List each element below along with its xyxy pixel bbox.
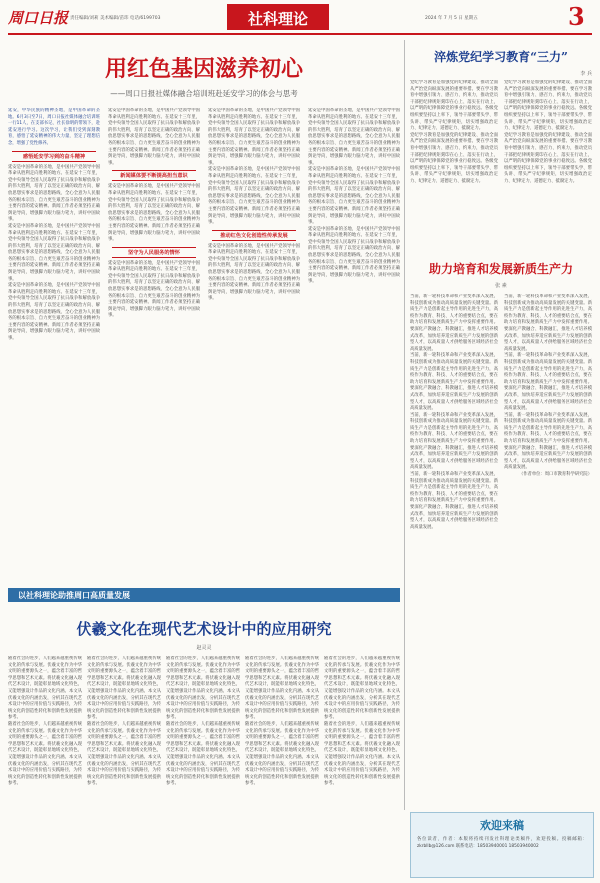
lead-article: [8, 40, 400, 540]
party-discipline-col-2: 党纪学习教育是加强党的纪律建设、推动全面从严治党向纵深发展的重要举措。要在学习教育中增强引领力、感召力、约束力，推动党员干部把纪律规矩刻印在心上、落实在行动上，以严明的纪律保障党的事业行稳致远。各级党组织要坚持以上率下，领导干部要带头学、带头讲、带头严守纪律规矩，切实增强政治定力、纪律定力、道德定力、抵腐定力。 党纪学习教育是加强党的纪律建设、推动全面从严治党向纵深发展的重要举措。要在学习教育中增强引领力、感召力、约束力，推动党员干部把纪律规矩刻印在心上、落实在行动上，以严明的纪律保障党的事业行稳致远。各级党组织要坚持以上率下，领导干部要带头学、带头讲、带头严守纪律规矩，切实增强政治定力、纪律定力、道德定力、抵腐定力。: [504, 80, 592, 184]
lead-body-4b: 延安是中国革命的圣地，是中国共产党领导中国革命从胜利走向胜利的地方。在延安十三年里，党中央领导全国人民取得了抗日战争和解放战争的伟大胜利，培育了以坚定正确的政治方向、解放思想实事求是的思想路线、全心全意为人民服务的根本宗旨、自力更生艰苦奋斗的创业精神为主要内容的延安精神。新闻工作者必须坚持正确舆论导向，增强脚力眼力脑力笔力，讲好中国故事。: [308, 167, 400, 226]
welcome-box: [410, 812, 594, 878]
lead-body-4c: 延安是中国革命的圣地，是中国共产党领导中国革命从胜利走向胜利的地方。在延安十三年里，党中央领导全国人民取得了抗日战争和解放战争的伟大胜利，培育了以坚定正确的政治方向、解放思想实事求是的思想路线、全心全意为人民服务的根本宗旨、自力更生艰苦奋斗的创业精神为主要内容的延安精神。新闻工作者必须坚持正确舆论导向，增强脚力眼力脑力笔力，讲好中国故事。: [308, 226, 400, 285]
lead-intro: 延安，中华民族的精神圣地，是中国革命的圣地。6月3日至7日，周口日报社媒体融合培训班一行11人，在支部书记、社长徐明的带领下，赴延安进行学习。这次学习，让我们受到深刻教育，感悟了延安精神的伟大力量，坚定了理想信念，增强了党性修养。: [8, 108, 100, 146]
masthead: [0, 0, 600, 38]
fuxi-col-1: 随着社会的进步，人们越来越重视传统文化的传承与发展。伏羲文化作为中华文明的重要源头之一，蕴含着丰富的哲学思想和艺术元素。将伏羲文化融入现代艺术设计，既能彰显地域文化特色，又能增强设计作品的文化内涵。本文从伏羲文化的内涵出发，分析其在现代艺术设计中的应用价值与实践路径，为传统文化的创造性转化和创新性发展提供参考。 随着社会的进步，人们越来越重视传统文化的传承与发展。伏羲文化作为中华文明的重要源头之一，蕴含着丰富的哲学思想和艺术元素。将伏羲文化融入现代艺术设计，既能彰显地域文化特色，又能增强设计作品的文化内涵。本文从伏羲文化的内涵出发，分析其在现代艺术设计中的应用价值与实践路径，为传统文化的创造性转化和创新性发展提供参考。: [8, 656, 82, 787]
lead-title: 用红色基因滋养初心: [104, 56, 303, 82]
fuxi-col-5: 随着社会的进步，人们越来越重视传统文化的传承与发展。伏羲文化作为中华文明的重要源头之一，蕴含着丰富的哲学思想和艺术元素。将伏羲文化融入现代艺术设计，既能彰显地域文化特色，又能增强设计作品的文化内涵。本文从伏羲文化的内涵出发，分析其在现代艺术设计中的应用价值与实践路径，为传统文化的创造性转化和创新性发展提供参考。 随着社会的进步，人们越来越重视传统文化的传承与发展。伏羲文化作为中华文明的重要源头之一，蕴含着丰富的哲学思想和艺术元素。将伏羲文化融入现代艺术设计，既能彰显地域文化特色，又能增强设计作品的文化内涵。本文从伏羲文化的内涵出发，分析其在现代艺术设计中的应用价值与实践路径，为传统文化的创造性转化和创新性发展提供参考。: [324, 656, 400, 787]
column-divider: [404, 40, 405, 810]
party-discipline-author: 李 兵: [580, 71, 592, 77]
lead-column-3: [208, 108, 300, 538]
section-tab: [227, 4, 329, 30]
fuxi-title: 伏羲文化在现代艺术设计中的应用研究: [76, 620, 332, 638]
party-discipline-col-1: 党纪学习教育是加强党的纪律建设、推动全面从严治党向纵深发展的重要举措。要在学习教育中增强引领力、感召力、约束力，推动党员干部把纪律规矩刻印在心上、落实在行动上，以严明的纪律保障党的事业行稳致远。各级党组织要坚持以上率下，领导干部要带头学、带头讲、带头严守纪律规矩，切实增强政治定力、纪律定力、道德定力、抵腐定力。 党纪学习教育是加强党的纪律建设、推动全面从严治党向纵深发展的重要举措。要在学习教育中增强引领力、感召力、约束力，推动党员干部把纪律规矩刻印在心上、落实在行动上，以严明的纪律保障党的事业行稳致远。各级党组织要坚持以上率下，领导干部要带头学、带头讲、带头严守纪律规矩，切实增强政治定力、纪律定力、道德定力、抵腐定力。: [410, 80, 498, 184]
welcome-title: 欢迎来稿: [480, 819, 524, 832]
lead-column-4: [308, 108, 400, 538]
lead-body-1c: 延安是中国革命的圣地，是中国共产党领导中国革命从胜利走向胜利的地方。在延安十三年里，党中央领导全国人民取得了抗日战争和解放战争的伟大胜利，培育了以坚定正确的政治方向、解放思想实事求是的思想路线、全心全意为人民服务的根本宗旨、自力更生艰苦奋斗的创业精神为主要内容的延安精神。新闻工作者必须坚持正确舆论导向，增强脚力眼力脑力笔力，讲好中国故事。: [8, 283, 100, 341]
fuxi-article: [8, 604, 400, 876]
lead-heading-2: 新闻媒体要不断提高担当意识: [112, 170, 196, 181]
lead-body-2c: 延安是中国革命的圣地，是中国共产党领导中国革命从胜利走向胜利的地方。在延安十三年里，党中央领导全国人民取得了抗日战争和解放战争的伟大胜利，培育了以坚定正确的政治方向、解放思想实事求是的思想路线、全心全意为人民服务的根本宗旨、自力更生艰苦奋斗的创业精神为主要内容的延安精神。新闻工作者必须坚持正确舆论导向，增强脚力眼力脑力笔力，讲好中国故事。: [108, 260, 200, 319]
lead-body-3c: 延安是中国革命的圣地，是中国共产党领导中国革命从胜利走向胜利的地方。在延安十三年里，党中央领导全国人民取得了抗日战争和解放战争的伟大胜利，培育了以坚定正确的政治方向、解放思想实事求是的思想路线、全心全意为人民服务的根本宗旨、自力更生艰苦奋斗的创业精神为主要内容的延安精神。新闻工作者必须坚持正确舆论导向，增强脚力眼力脑力笔力，讲好中国故事。: [208, 243, 300, 302]
productivity-col-2: 当前，新一轮科技革命和产业变革深入发展，科技创新成为推动高质量发展的关键变量。新质生产力是创新起主导作用的先进生产力，高校作为教育、科技、人才的重要结合点，要在助力培育和发展新质生产力中发挥重要作用。要深化产教融合、科教融汇，推进人才培养模式改革，加快培养适应新质生产力发展的创新型人才，以高质量人才供给服务区域经济社会高质量发展。 当前，新一轮科技革命和产业变革深入发展，科技创新成为推动高质量发展的关键变量。新质生产力是创新起主导作用的先进生产力，高校作为教育、科技、人才的重要结合点，要在助力培育和发展新质生产力中发挥重要作用。要深化产教融合、科教融汇，推进人才培养模式改革，加快培养适应新质生产力发展的创新型人才，以高质量人才供给服务区域经济社会高质量发展。 当前，新一轮科技革命和产业变革深入发展，科技创新成为推动高质量发展的关键变量。新质生产力是创新起主导作用的先进生产力，高校作为教育、科技、人才的重要结合点，要在助力培育和发展新质生产力中发挥重要作用。要深化产教融合、科教融汇，推进人才培养模式改革，加快培养适应新质生产力发展的创新型人才，以高质量人才供给服务区域经济社会高质量发展。 （作者单位：周口市教育科学研究院）: [504, 294, 592, 478]
theme-banner: [8, 588, 400, 602]
productivity-article: [410, 252, 592, 807]
party-discipline-article: [410, 40, 592, 245]
lead-body-3: 延安是中国革命的圣地，是中国共产党领导中国革命从胜利走向胜利的地方。在延安十三年里，党中央领导全国人民取得了抗日战争和解放战争的伟大胜利，培育了以坚定正确的政治方向、解放思想实事求是的思想路线、全心全意为人民服务的根本宗旨、自力更生艰苦奋斗的创业精神为主要内容的延安精神。新闻工作者必须坚持正确舆论导向，增强脚力眼力脑力笔力，讲好中国故事。: [208, 108, 300, 166]
editor-info: 责任编辑/刘莉 美术编辑/苗玮 电话/6199703: [70, 16, 161, 21]
lead-body-3b: 延安是中国革命的圣地，是中国共产党领导中国革命从胜利走向胜利的地方。在延安十三年里，党中央领导全国人民取得了抗日战争和解放战争的伟大胜利，培育了以坚定正确的政治方向、解放思想实事求是的思想路线、全心全意为人民服务的根本宗旨、自力更生艰苦奋斗的创业精神为主要内容的延安精神。新闻工作者必须坚持正确舆论导向，增强脚力眼力脑力笔力，讲好中国故事。: [208, 167, 300, 226]
fuxi-col-2: 随着社会的进步，人们越来越重视传统文化的传承与发展。伏羲文化作为中华文明的重要源头之一，蕴含着丰富的哲学思想和艺术元素。将伏羲文化融入现代艺术设计，既能彰显地域文化特色，又能增强设计作品的文化内涵。本文从伏羲文化的内涵出发，分析其在现代艺术设计中的应用价值与实践路径，为传统文化的创造性转化和创新性发展提供参考。 随着社会的进步，人们越来越重视传统文化的传承与发展。伏羲文化作为中华文明的重要源头之一，蕴含着丰富的哲学思想和艺术元素。将伏羲文化融入现代艺术设计，既能彰显地域文化特色，又能增强设计作品的文化内涵。本文从伏羲文化的内涵出发，分析其在现代艺术设计中的应用价值与实践路径，为传统文化的创造性转化和创新性发展提供参考。: [87, 656, 161, 787]
party-discipline-title: 淬炼党纪学习教育“三力”: [434, 50, 568, 64]
fuxi-col-4: 随着社会的进步，人们越来越重视传统文化的传承与发展。伏羲文化作为中华文明的重要源头之一，蕴含着丰富的哲学思想和艺术元素。将伏羲文化融入现代艺术设计，既能彰显地域文化特色，又能增强设计作品的文化内涵。本文从伏羲文化的内涵出发，分析其在现代艺术设计中的应用价值与实践路径，为传统文化的创造性转化和创新性发展提供参考。 随着社会的进步，人们越来越重视传统文化的传承与发展。伏羲文化作为中华文明的重要源头之一，蕴含着丰富的哲学思想和艺术元素。将伏羲文化融入现代艺术设计，既能彰显地域文化特色，又能增强设计作品的文化内涵。本文从伏羲文化的内涵出发，分析其在现代艺术设计中的应用价值与实践路径，为传统文化的创造性转化和创新性发展提供参考。: [245, 656, 319, 787]
lead-heading-4: 推动红色文化创造性传承发展: [212, 230, 296, 241]
lead-body-1b: 延安是中国革命的圣地，是中国共产党领导中国革命从胜利走向胜利的地方。在延安十三年里，党中央领导全国人民取得了抗日战争和解放战争的伟大胜利，培育了以坚定正确的政治方向、解放思想实事求是的思想路线、全心全意为人民服务的根本宗旨、自力更生艰苦奋斗的创业精神为主要内容的延安精神。新闻工作者必须坚持正确舆论导向，增强脚力眼力脑力笔力，讲好中国故事。: [8, 223, 100, 282]
lead-column-2: [108, 108, 200, 538]
theme-banner-text: 以社科理论助推周口高质量发展: [18, 591, 130, 600]
productivity-author: 张 素: [495, 283, 507, 289]
lead-body-2: 延安是中国革命的圣地，是中国共产党领导中国革命从胜利走向胜利的地方。在延安十三年里，党中央领导全国人民取得了抗日战争和解放战争的伟大胜利，培育了以坚定正确的政治方向、解放思想实事求是的思想路线、全心全意为人民服务的根本宗旨、自力更生艰苦奋斗的创业精神为主要内容的延安精神。新闻工作者必须坚持正确舆论导向，增强脚力眼力脑力笔力，讲好中国故事。: [108, 108, 200, 166]
lead-subtitle: ——周口日报社媒体融合培训班赴延安学习的体会与思考: [110, 89, 298, 98]
fuxi-author: 赵灵灵: [196, 645, 212, 651]
welcome-text: 各位读者、作者：本版将持续刊发社科理论类稿件，欢迎投稿。投稿邮箱：zkrbllb@126.com 联系电话：18503940001 18503940002: [417, 837, 587, 849]
fuxi-col-3: 随着社会的进步，人们越来越重视传统文化的传承与发展。伏羲文化作为中华文明的重要源头之一，蕴含着丰富的哲学思想和艺术元素。将伏羲文化融入现代艺术设计，既能彰显地域文化特色，又能增强设计作品的文化内涵。本文从伏羲文化的内涵出发，分析其在现代艺术设计中的应用价值与实践路径，为传统文化的创造性转化和创新性发展提供参考。 随着社会的进步，人们越来越重视传统文化的传承与发展。伏羲文化作为中华文明的重要源头之一，蕴含着丰富的哲学思想和艺术元素。将伏羲文化融入现代艺术设计，既能彰显地域文化特色，又能增强设计作品的文化内涵。本文从伏羲文化的内涵出发，分析其在现代艺术设计中的应用价值与实践路径，为传统文化的创造性转化和创新性发展提供参考。: [166, 656, 240, 787]
section-title: 社科理论: [247, 10, 308, 28]
productivity-title: 助力培育和发展新质生产力: [428, 262, 573, 276]
page-number: 3: [568, 2, 585, 31]
lead-body-2b: 延安是中国革命的圣地，是中国共产党领导中国革命从胜利走向胜利的地方。在延安十三年里，党中央领导全国人民取得了抗日战争和解放战争的伟大胜利，培育了以坚定正确的政治方向、解放思想实事求是的思想路线、全心全意为人民服务的根本宗旨、自力更生艰苦奋斗的创业精神为主要内容的延安精神。新闻工作者必须坚持正确舆论导向，增强脚力眼力脑力笔力，讲好中国故事。: [108, 184, 200, 243]
lead-heading-3: 坚守为人民服务的情怀: [112, 247, 196, 258]
lead-body-4: 延安是中国革命的圣地，是中国共产党领导中国革命从胜利走向胜利的地方。在延安十三年里，党中央领导全国人民取得了抗日战争和解放战争的伟大胜利，培育了以坚定正确的政治方向、解放思想实事求是的思想路线、全心全意为人民服务的根本宗旨、自力更生艰苦奋斗的创业精神为主要内容的延安精神。新闻工作者必须坚持正确舆论导向，增强脚力眼力脑力笔力，讲好中国故事。: [308, 108, 400, 166]
newspaper-logo: 周口日报: [8, 9, 69, 27]
issue-date: 2024 年 7 月 5 日 星期五: [425, 16, 478, 21]
lead-heading-1: 感悟延安学习到的奋斗精神: [12, 151, 96, 162]
lead-column-1: [8, 108, 100, 538]
productivity-col-1: 当前，新一轮科技革命和产业变革深入发展，科技创新成为推动高质量发展的关键变量。新质生产力是创新起主导作用的先进生产力，高校作为教育、科技、人才的重要结合点，要在助力培育和发展新质生产力中发挥重要作用。要深化产教融合、科教融汇，推进人才培养模式改革，加快培养适应新质生产力发展的创新型人才，以高质量人才供给服务区域经济社会高质量发展。 当前，新一轮科技革命和产业变革深入发展，科技创新成为推动高质量发展的关键变量。新质生产力是创新起主导作用的先进生产力，高校作为教育、科技、人才的重要结合点，要在助力培育和发展新质生产力中发挥重要作用。要深化产教融合、科教融汇，推进人才培养模式改革，加快培养适应新质生产力发展的创新型人才，以高质量人才供给服务区域经济社会高质量发展。 当前，新一轮科技革命和产业变革深入发展，科技创新成为推动高质量发展的关键变量。新质生产力是创新起主导作用的先进生产力，高校作为教育、科技、人才的重要结合点，要在助力培育和发展新质生产力中发挥重要作用。要深化产教融合、科教融汇，推进人才培养模式改革，加快培养适应新质生产力发展的创新型人才，以高质量人才供给服务区域经济社会高质量发展。 当前，新一轮科技革命和产业变革深入发展，科技创新成为推动高质量发展的关键变量。新质生产力是创新起主导作用的先进生产力，高校作为教育、科技、人才的重要结合点，要在助力培育和发展新质生产力中发挥重要作用。要深化产教融合、科教融汇，推进人才培养模式改革，加快培养适应新质生产力发展的创新型人才，以高质量人才供给服务区域经济社会高质量发展。: [410, 294, 498, 530]
masthead-rule: [8, 33, 592, 35]
productivity-footer: （作者单位：周口市教育科学研究院）: [518, 472, 592, 478]
lead-body-1: 延安是中国革命的圣地，是中国共产党领导中国革命从胜利走向胜利的地方。在延安十三年里，党中央领导全国人民取得了抗日战争和解放战争的伟大胜利，培育了以坚定正确的政治方向、解放思想实事求是的思想路线、全心全意为人民服务的根本宗旨、自力更生艰苦奋斗的创业精神为主要内容的延安精神。新闻工作者必须坚持正确舆论导向，增强脚力眼力脑力笔力，讲好中国故事。: [8, 164, 100, 223]
